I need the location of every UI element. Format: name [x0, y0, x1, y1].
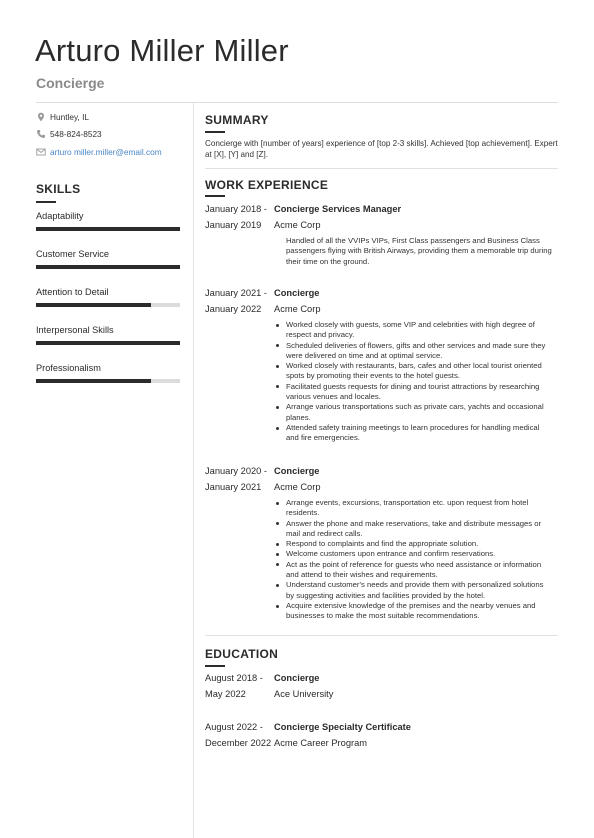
summary-heading-underline — [205, 131, 225, 133]
skill-item — [36, 248, 180, 260]
job-company: Acme Corp — [274, 481, 321, 492]
education-title: Concierge — [274, 673, 320, 683]
job-dates — [205, 202, 271, 233]
job-bullet: Answer the phone and make reservations, take and distribute messages or mail and redirect calls. — [286, 519, 553, 540]
skill-item — [36, 362, 180, 374]
job-company: Acme Corp — [274, 303, 321, 314]
education-title: Concierge Specialty Certificate — [274, 722, 411, 732]
summary-heading: SUMMARY — [205, 113, 269, 127]
job-bullet: Acquire extensive knowledge of the premises and the nearby venues and businesses to make the most suitable recommendations. — [286, 601, 553, 622]
job-bullet: Arrange various transportations such as private cars, yachts and occasional planes. — [286, 402, 553, 423]
job-title: Concierge Services Manager — [274, 204, 402, 214]
work-experience-heading-underline — [205, 195, 225, 197]
education-heading-underline — [205, 665, 225, 667]
column-divider — [193, 102, 194, 838]
skill-level-fill — [36, 341, 180, 345]
job-bullet-list — [286, 320, 553, 444]
education-date-end: May 2022 — [205, 688, 246, 699]
job-bullet: Respond to complaints and find the appropriate solution. — [286, 539, 553, 549]
email-link[interactable]: arturo miller.miller@email.com — [50, 147, 162, 157]
job-bullet: Attended safety training meetings to learn procedures for handling medical and fire emergencies. — [286, 423, 553, 444]
contact-phone — [36, 128, 181, 140]
location-text: Huntley, IL — [50, 112, 90, 122]
skill-item — [36, 324, 180, 336]
candidate-title: Concierge — [36, 75, 105, 91]
section-divider — [205, 635, 558, 636]
job-dates — [205, 286, 271, 317]
job-bullet: Scheduled deliveries of flowers, gifts and other services and made sure they were delivered on time and at optimal service. — [286, 341, 553, 362]
job-description: Handled of all the VVIPs VIPs, First Class passengers and Business Class passengers flying with British Airways, providing them a memorable trip during their time on the ground. — [286, 236, 552, 266]
skill-level-fill — [36, 379, 151, 383]
education-dates — [205, 720, 271, 751]
skill-level-fill — [36, 265, 180, 269]
job-bullet: Act as the point of reference for guests who need assistance or information and attend to their wishes and requirements. — [286, 560, 553, 581]
work-experience-heading: WORK EXPERIENCE — [205, 178, 329, 192]
location-pin-icon — [36, 112, 46, 122]
skill-level-track — [36, 303, 180, 307]
skill-level-track — [36, 227, 180, 231]
summary-text: Concierge with [number of years] experience of [top 2-3 skills]. Achieved [top achievement]. Expert at [X], [Y] and [Z]. — [205, 139, 558, 159]
skill-level-track — [36, 341, 180, 345]
job-date-end: January 2019 — [205, 219, 262, 230]
job-date-end: January 2021 — [205, 481, 262, 492]
contact-location — [36, 111, 181, 123]
skill-item — [36, 286, 180, 298]
job-date-end: January 2022 — [205, 303, 262, 314]
education-heading: EDUCATION — [205, 647, 279, 661]
candidate-name: Arturo Miller Miller — [35, 33, 289, 68]
job-date-start: January 2020 - — [205, 466, 268, 476]
contact-email[interactable] — [36, 146, 181, 158]
job-title: Concierge — [274, 466, 320, 476]
job-bullet: Facilitated guests requests for dining and tourist attractions by researching various venues and locales. — [286, 382, 553, 403]
skill-label: Professionalism — [36, 363, 101, 373]
skill-label: Interpersonal Skills — [36, 325, 114, 335]
job-dates — [205, 464, 271, 495]
education-date-start: August 2018 - — [205, 673, 263, 683]
phone-text: 548-824-8523 — [50, 129, 102, 139]
phone-icon — [36, 129, 46, 139]
skill-label: Adaptability — [36, 211, 84, 221]
skills-heading-underline — [36, 201, 56, 203]
skill-level-track — [36, 265, 180, 269]
education-date-end: December 2022 — [205, 737, 272, 748]
skill-item — [36, 210, 180, 222]
header-divider — [36, 102, 558, 103]
education-school: Acme Career Program — [274, 737, 367, 748]
job-bullet-list — [286, 498, 553, 622]
job-date-start: January 2021 - — [205, 288, 268, 298]
envelope-icon — [36, 147, 46, 157]
education-date-start: August 2022 - — [205, 722, 263, 732]
skills-heading: SKILLS — [36, 182, 81, 196]
job-bullet: Welcome customers upon entrance and confirm reservations. — [286, 549, 553, 559]
job-bullet: Worked closely with guests, some VIP and celebrities with high degree of respect and privacy. — [286, 320, 553, 341]
education-school: Ace University — [274, 688, 334, 699]
skill-label: Attention to Detail — [36, 287, 109, 297]
skill-level-track — [36, 379, 180, 383]
skill-level-fill — [36, 303, 151, 307]
job-bullet: Worked closely with restaurants, bars, cafes and other local tourist oriented spots by promoting their events to the hotel guests. — [286, 361, 553, 382]
education-dates — [205, 671, 271, 702]
job-title: Concierge — [274, 288, 320, 298]
job-company: Acme Corp — [274, 219, 321, 230]
job-date-start: January 2018 - — [205, 204, 268, 214]
job-bullet: Arrange events, excursions, transportation etc. upon request from hotel residents. — [286, 498, 553, 519]
section-divider — [205, 168, 558, 169]
skill-label: Customer Service — [36, 249, 110, 259]
skill-level-fill — [36, 227, 180, 231]
job-bullet: Understand customer's needs and provide them with personalized solutions by suggesting activities and facilities provided by the hotel. — [286, 580, 553, 601]
